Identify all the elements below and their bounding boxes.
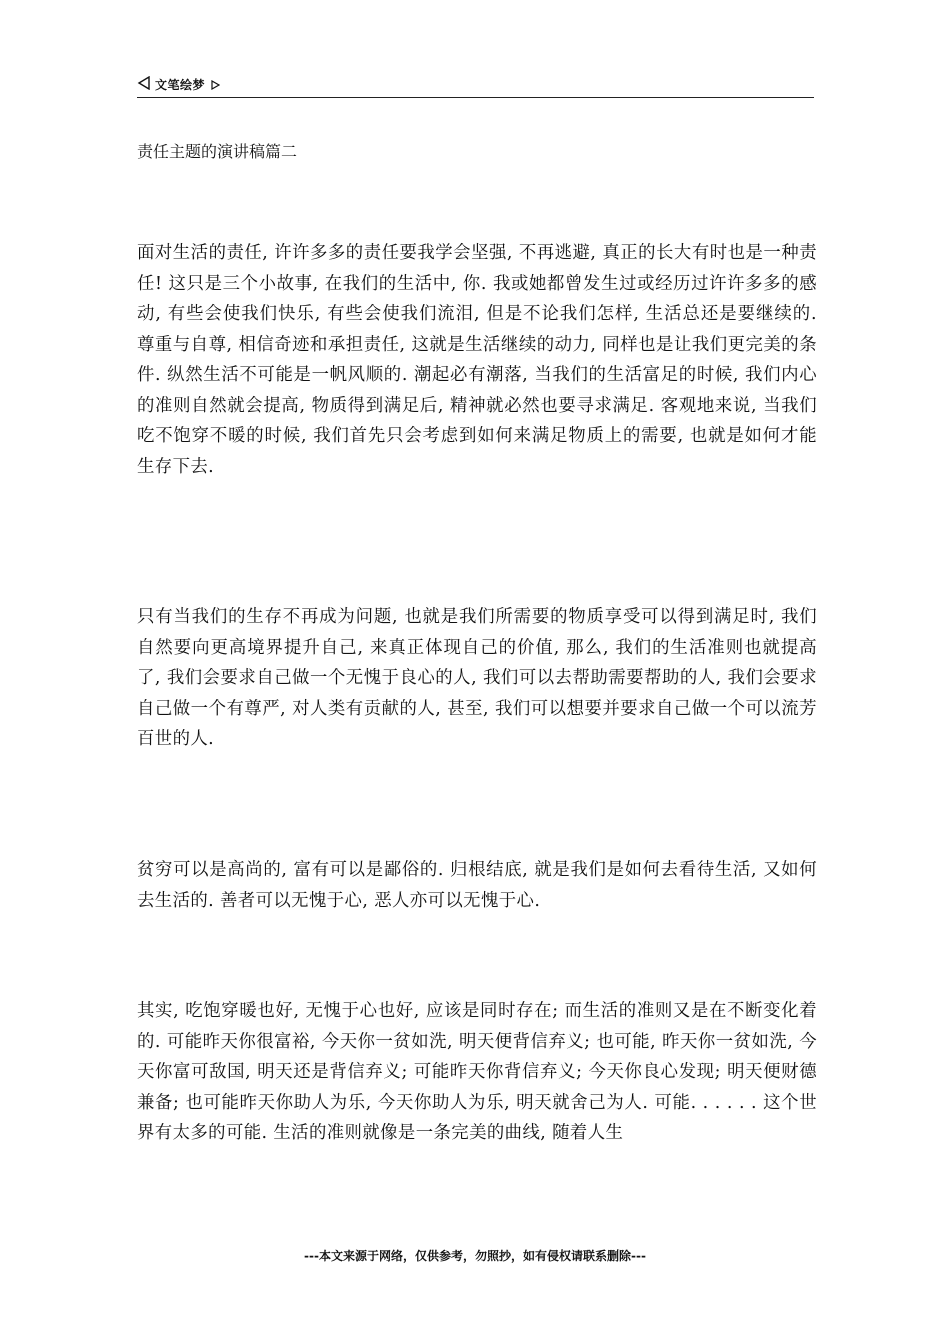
document-title: 责任主题的演讲稿篇二 — [137, 142, 298, 161]
paragraph-1: 面对生活的责任, 许许多多的责任要我学会坚强, 不再逃避, 真正的长大有时也是一种责任! 这只是三个小故事, 在我们的生活中, 你. 我或她都曾发生过或经历过许许多多的感动, 有些会使我们快乐, 有些会使我们流泪, 但是不论我们怎样, 生活总还是要继续的. 尊重与自尊, 相信奇迹和承担责任, 这就是生活继续的动力, 同样也是让我们更完美的条件. 纵然生活不可能是一帆风顺的. 潮起必有潮落, 当我们的生活富足的时候, 我们内心的准则自然就会提高, 物质得到满足后, 精神就必然也要寻求满足. 客观地来说, 当我们吃不饱穿不暖的时候, 我们首先只会考虑到如何来满足物质上的需要, 也就是如何才能生存下去. — [137, 243, 817, 477]
triangle-left-icon — [137, 76, 151, 93]
brand-name: 文笔绘梦 — [155, 78, 206, 92]
brand — [137, 76, 220, 93]
page-header — [137, 74, 814, 98]
paragraph-2: 只有当我们的生存不再成为问题, 也就是我们所需要的物质享受可以得到满足时, 我们自然要向更高境界提升自己, 来真正体现自己的价值, 那么, 我们的生活准则也就提高了, 我们会要求自己做一个无愧于良心的人, 我们可以去帮助需要帮助的人, 我们会要求自己做一个有尊严, 对人类有贡献的人, 甚至, 我们可以想要并要求自己做一个可以流芳百世的人. — [137, 607, 817, 749]
triangle-right-icon — [211, 80, 220, 90]
footer-disclaimer: ---本文来源于网络，仅供参考，勿照抄，如有侵权请联系删除--- — [304, 1249, 646, 1263]
paragraph-4: 其实, 吃饱穿暖也好, 无愧于心也好, 应该是同时存在; 而生活的准则又是在不断变化着的. 可能昨天你很富裕, 今天你一贫如洗, 明天便背信弃义; 也可能, 昨天你一贫如洗, 今天你富可敌国, 明天还是背信弃义; 可能昨天你背信弃义; 今天你良心发现; 明天便财德兼备; 也可能昨天你助人为乐, 今天你助人为乐, 明天就舍己为人. 可能. . . . . . 这个世界有太多的可能. 生活的准则就像是一条完美的曲线, 随着人生 — [137, 1001, 817, 1143]
paragraph-3: 贫穷可以是高尚的, 富有可以是鄙俗的. 归根结底, 就是我们是如何去看待生活, 又如何去生活的. 善者可以无愧于心, 恶人亦可以无愧于心. — [137, 860, 817, 911]
